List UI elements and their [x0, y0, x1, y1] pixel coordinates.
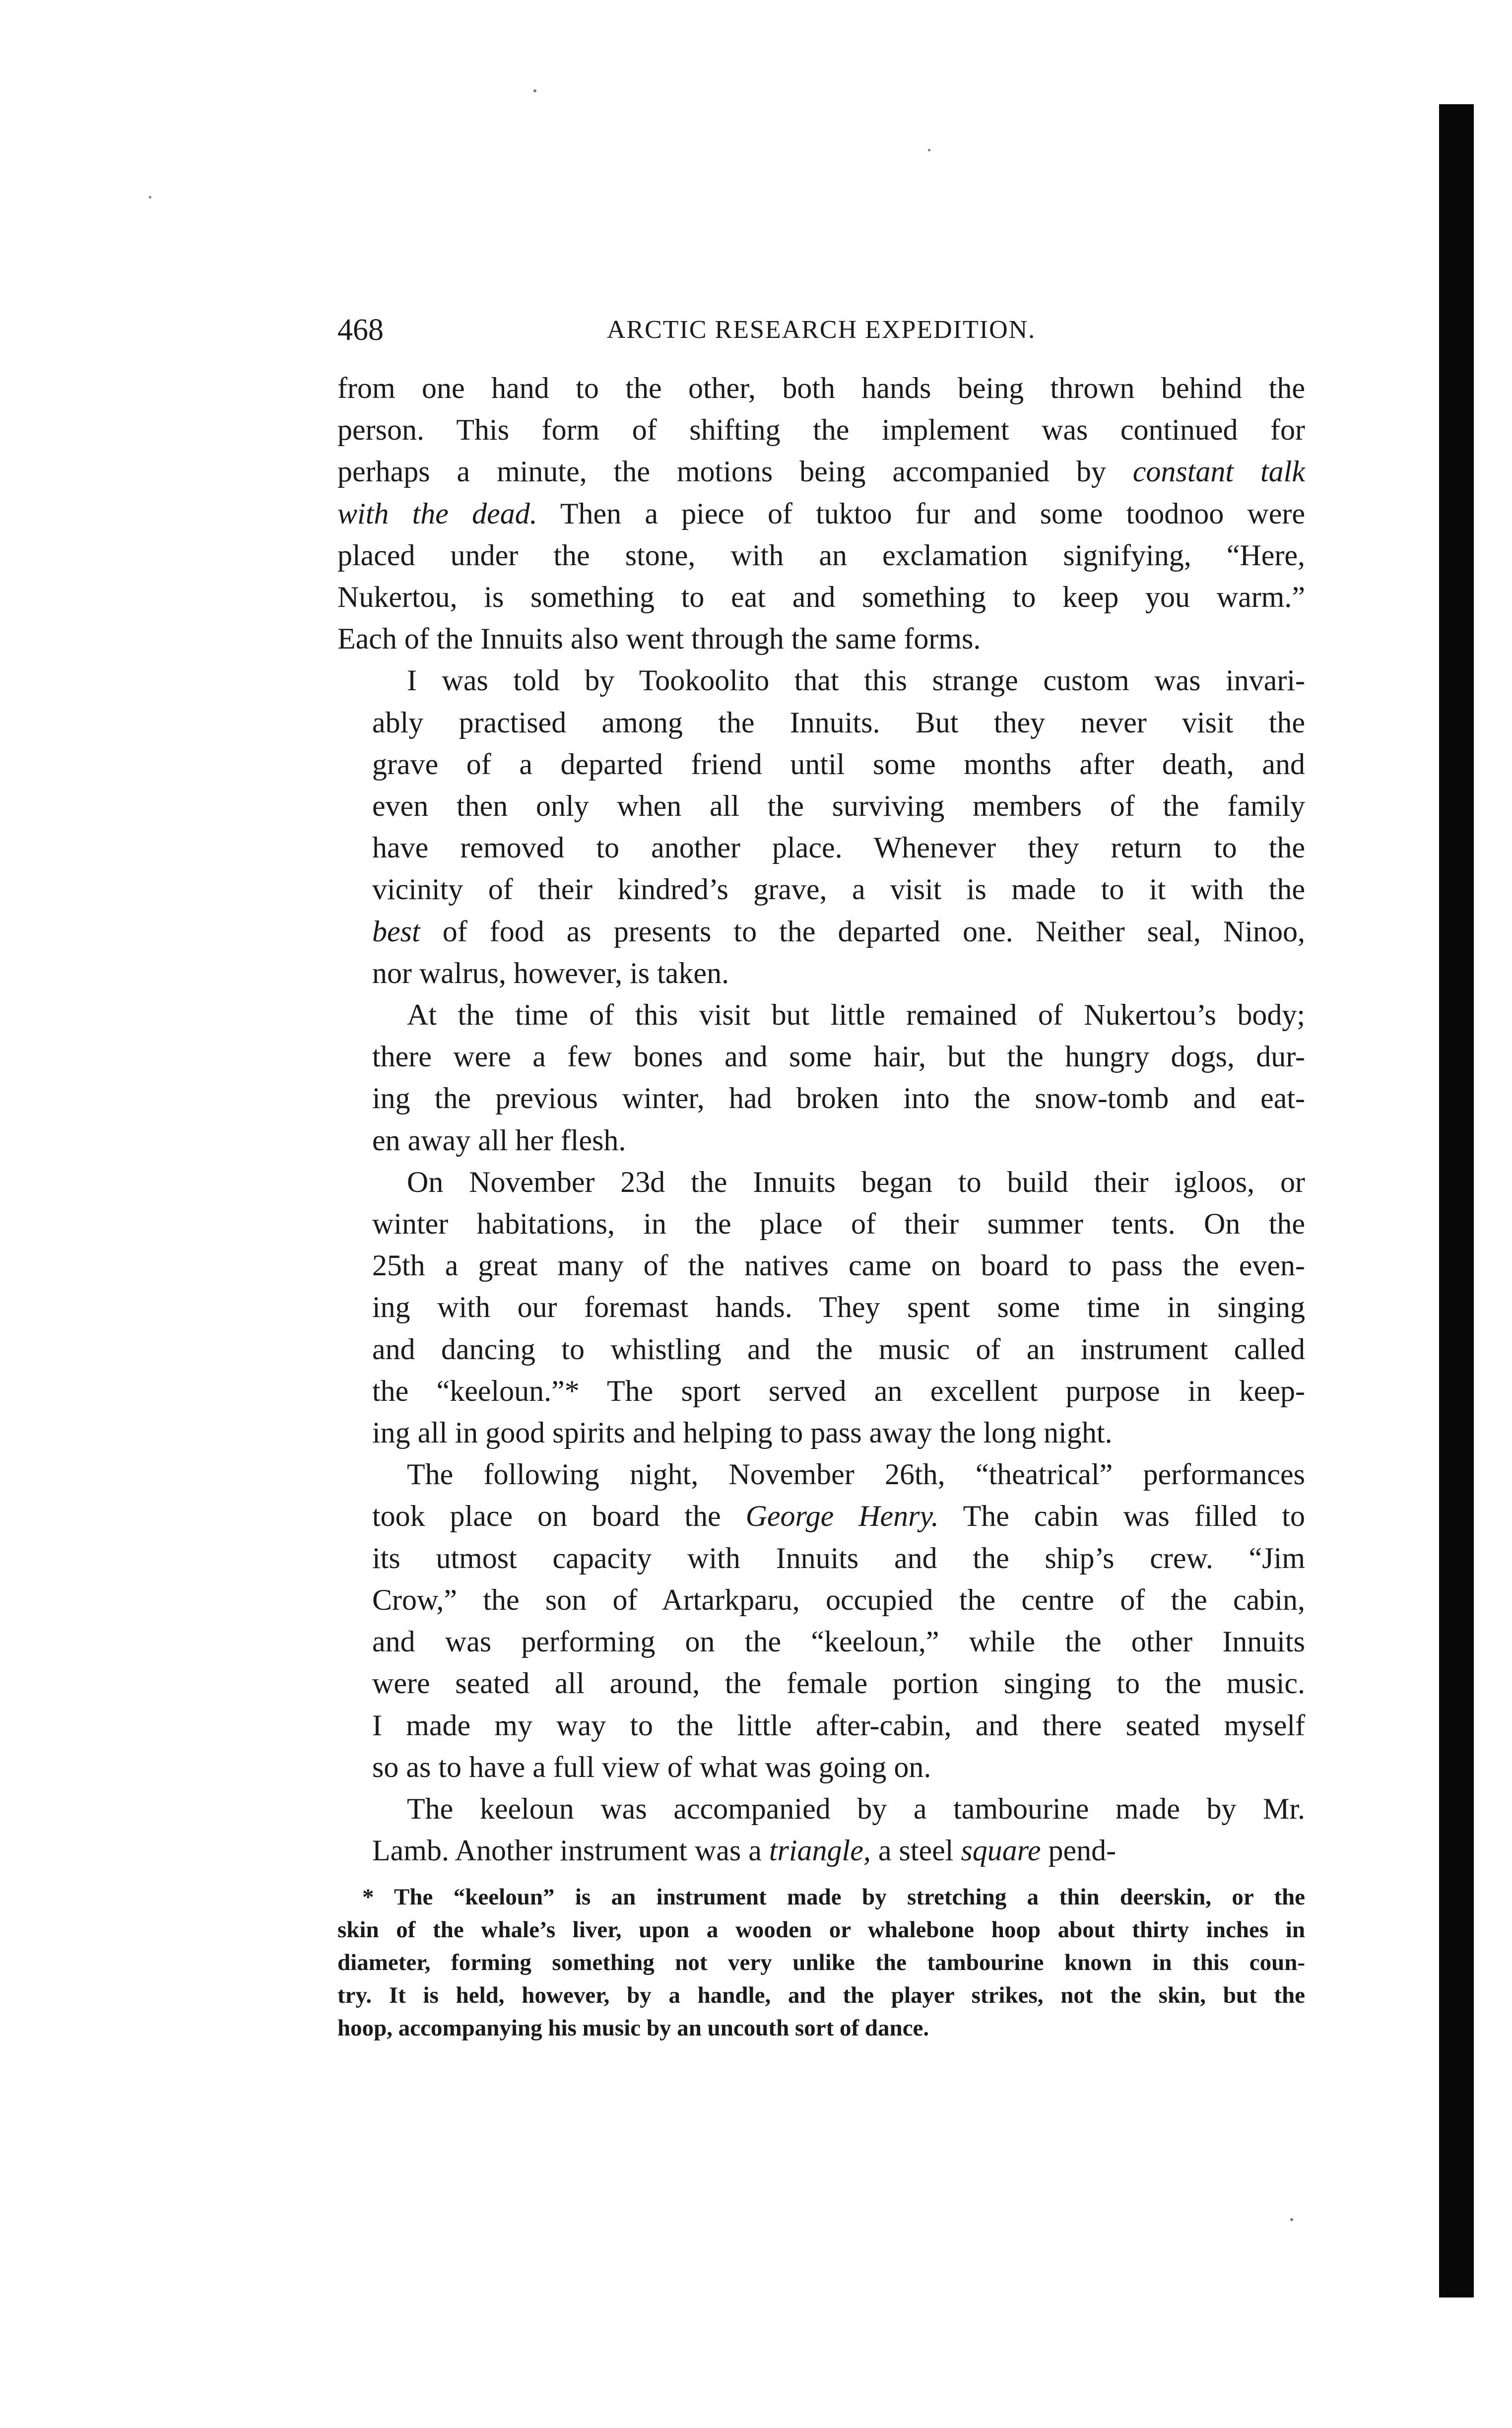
text-line	[337, 1245, 1305, 1286]
text-run: from one hand to the other, both hands being thrown behind the	[337, 372, 1305, 404]
text-line	[337, 1036, 1305, 1077]
text-line	[337, 1746, 1305, 1788]
text-line	[337, 952, 1305, 994]
text-run: en away all her flesh.	[372, 1123, 626, 1157]
text-run: grave of a departed friend until some months after death, and	[372, 747, 1305, 781]
text-line	[337, 1537, 1305, 1579]
text-line	[337, 1662, 1305, 1704]
text-line	[337, 1119, 1305, 1161]
text-line	[337, 534, 1305, 576]
text-line	[337, 493, 1305, 534]
text-run: vicinity of their kindred’s grave, a visit is made to it with the	[372, 873, 1305, 906]
text-line	[337, 1579, 1305, 1621]
text-run: so as to have a full view of what was going on.	[372, 1750, 931, 1783]
scan-speck	[928, 149, 930, 151]
paragraph	[337, 659, 1305, 994]
italic-text: George Henry.	[745, 1500, 939, 1533]
paragraph	[337, 1453, 1305, 1788]
text-run: a steel	[870, 1834, 961, 1867]
footnote-line: hoop, accompanying his music by an uncouth sort of dance.	[337, 2015, 929, 2041]
text-run: I was told by Tookoolito that this strange custom was invari-	[407, 664, 1305, 697]
body-text	[337, 367, 1305, 1871]
page-header	[337, 308, 1305, 352]
text-line	[337, 1161, 1305, 1203]
text-line	[337, 911, 1305, 952]
text-line	[337, 1621, 1305, 1662]
text-line	[337, 1705, 1305, 1746]
text-line	[337, 702, 1305, 743]
text-run: The cabin was filled to	[938, 1500, 1305, 1533]
italic-text: square	[961, 1834, 1041, 1867]
text-run: At the time of this visit but little remained of Nukertou’s body;	[407, 998, 1305, 1032]
text-run: On November 23d the Innuits began to build their igloos, or	[407, 1165, 1305, 1198]
text-line	[337, 1495, 1305, 1537]
text-run: Lamb. Another instrument was a	[372, 1834, 769, 1867]
text-line	[337, 1286, 1305, 1328]
text-line	[337, 1328, 1305, 1370]
footnote	[337, 1881, 1305, 2044]
text-line	[337, 785, 1305, 827]
text-line	[337, 743, 1305, 785]
text-line	[337, 1788, 1305, 1830]
text-line	[337, 1830, 1305, 1871]
text-run: Crow,” the son of Artarkparu, occupied the centre of the cabin,	[372, 1583, 1305, 1616]
text-run: its utmost capacity with Innuits and the ship’s crew. “Jim	[372, 1541, 1305, 1575]
text-run: the “keeloun.”* The sport served an excellent purpose in keep-	[372, 1374, 1305, 1407]
paragraph	[337, 1161, 1305, 1453]
text-run: 25th a great many of the natives came on board to pass the even-	[372, 1249, 1305, 1282]
italic-text: triangle,	[769, 1834, 871, 1867]
scan-speck	[533, 89, 536, 92]
text-line	[337, 1412, 1305, 1453]
text-run: and dancing to whistling and the music of an instrument called	[372, 1332, 1305, 1366]
text-line	[337, 409, 1305, 451]
running-title: ARCTIC RESEARCH EXPEDITION.	[606, 316, 1036, 344]
text-line	[337, 618, 1305, 659]
footnote-line: skin of the whale’s liver, upon a wooden or whalebone hoop about thirty inches in	[337, 1917, 1305, 1943]
text-line	[337, 659, 1305, 701]
text-run: nor walrus, however, is taken.	[372, 956, 729, 989]
text-run: of food as presents to the departed one. Neither seal, Ninoo,	[420, 915, 1305, 948]
text-line	[337, 1077, 1305, 1119]
scan-speck	[1290, 2218, 1293, 2221]
text-run: The keeloun was accompanied by a tambourine made by Mr.	[407, 1792, 1305, 1825]
text-run: winter habitations, in the place of their summer tents. On the	[372, 1207, 1305, 1241]
text-line	[337, 451, 1305, 492]
text-run: perhaps a minute, the motions being accompanied by	[337, 455, 1133, 488]
text-run: there were a few bones and some hair, but the hungry dogs, dur-	[372, 1040, 1305, 1073]
text-line	[337, 868, 1305, 910]
text-line	[337, 1453, 1305, 1495]
text-line	[337, 1203, 1305, 1245]
text-line	[337, 576, 1305, 618]
italic-text: with the dead.	[337, 497, 537, 530]
text-line	[337, 1370, 1305, 1412]
text-line	[337, 994, 1305, 1036]
paragraph	[337, 367, 1305, 659]
text-run: ing the previous winter, had broken into the snow-tomb and eat-	[372, 1082, 1305, 1115]
italic-text: constant talk	[1132, 455, 1305, 488]
text-run: ing all in good spirits and helping to pass away the long night.	[372, 1416, 1113, 1449]
text-line	[337, 827, 1305, 868]
scan-edge-shadow	[1439, 104, 1474, 2297]
text-run: were seated all around, the female portion singing to the music.	[372, 1667, 1305, 1700]
footnote-line: diameter, forming something not very unlike the tambourine known in this coun-	[337, 1950, 1305, 1975]
text-run: and was performing on the “keeloun,” while the other Innuits	[372, 1625, 1305, 1658]
paragraph	[337, 994, 1305, 1161]
text-run: The following night, November 26th, “theatrical” performances	[407, 1458, 1305, 1491]
text-run: even then only when all the surviving members of the family	[372, 789, 1305, 823]
text-run: person. This form of shifting the implement was continued for	[337, 413, 1305, 447]
text-run: have removed to another place. Whenever they return to the	[372, 831, 1305, 864]
text-run: Nukertou, is something to eat and something to keep you warm.”	[337, 581, 1305, 614]
text-run: placed under the stone, with an exclamation signifying, “Here,	[337, 538, 1305, 572]
footnote-line: * The “keeloun” is an instrument made by stretching a thin deerskin, or the	[362, 1884, 1305, 1910]
page-number: 468	[337, 313, 384, 347]
text-run: ing with our foremast hands. They spent some time in singing	[372, 1291, 1305, 1324]
paragraph	[337, 1788, 1305, 1871]
italic-text: best	[372, 915, 420, 948]
scan-speck	[149, 196, 151, 198]
text-run: took place on board the	[372, 1500, 746, 1533]
text-run: ably practised among the Innuits. But they never visit the	[372, 706, 1305, 739]
text-run: pend-	[1041, 1834, 1117, 1867]
text-run: Then a piece of tuktoo fur and some toodnoo were	[537, 497, 1305, 530]
footnote-line: try. It is held, however, by a handle, and the player strikes, not the skin, but the	[337, 1982, 1305, 2008]
text-line	[337, 367, 1305, 409]
text-run: Each of the Innuits also went through the same forms.	[337, 622, 981, 656]
text-run: I made my way to the little after-cabin, and there seated myself	[372, 1708, 1305, 1742]
